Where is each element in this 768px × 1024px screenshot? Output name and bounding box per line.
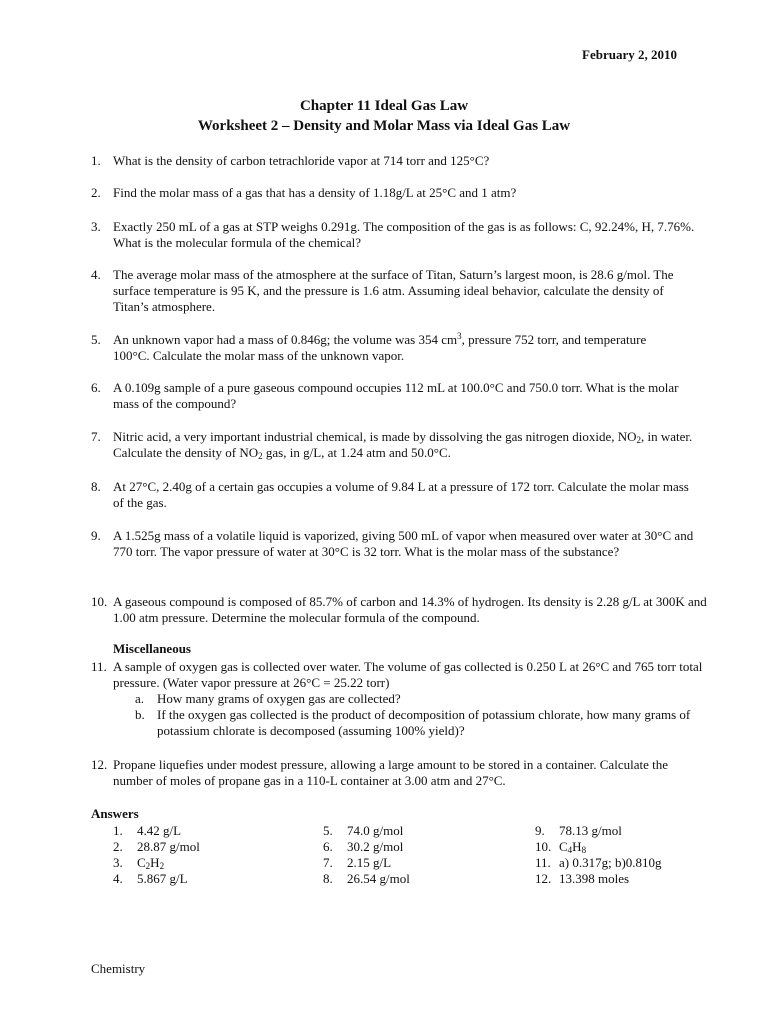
answer-formula — [137, 855, 164, 870]
question-number: 1. — [91, 153, 101, 168]
formula-part: H — [572, 839, 582, 854]
answer-item — [113, 823, 200, 839]
question-4 — [91, 267, 695, 315]
question-6 — [91, 380, 703, 412]
question-text-part: gas, in g/L, at 1.24 atm and 50.0°C. — [262, 445, 451, 460]
answer-item — [113, 855, 200, 871]
answer-text: a) 0.317g; b)0.810g — [559, 855, 662, 870]
question-number: 6. — [91, 380, 101, 395]
answer-text: 5.867 g/L — [137, 871, 188, 886]
formula-part: H — [150, 855, 160, 870]
answer-number: 9. — [535, 823, 545, 838]
answer-item — [535, 855, 662, 871]
question-text: Propane liquefies under modest pressure, allowing a large amount to be stored in a container. Calculate the number of moles of propane gas in a 110-L container at 3.00 atm and 27°C. — [113, 757, 668, 788]
answers-column-3 — [535, 823, 662, 887]
subscript: 2 — [258, 451, 263, 461]
question-10 — [91, 594, 713, 626]
answer-item — [323, 823, 410, 839]
question-text-part: , in water. Calculate the density of NO — [113, 429, 693, 460]
subscript: 2 — [159, 861, 165, 871]
answers-heading: Answers — [91, 806, 139, 821]
sub-question-letter: b. — [135, 707, 145, 722]
answer-number: 6. — [323, 839, 333, 854]
answers-column-1 — [113, 823, 200, 887]
document-date: February 2, 2010 — [582, 47, 677, 62]
answer-number: 3. — [113, 855, 123, 870]
question-text: A gaseous compound is composed of 85.7% of carbon and 14.3% of hydrogen. Its density is 2.28 g/L at 300K and 1.00 atm pressure. Determine the molecular formula of the compound. — [113, 594, 707, 625]
question-2 — [91, 185, 516, 201]
answer-number: 8. — [323, 871, 333, 886]
question-text: Exactly 250 mL of a gas at STP weighs 0.291g. The composition of the gas is as follows: C, 92.24%, H, 7.76%. What is the molecular formula of the chemical? — [113, 219, 695, 250]
answer-item — [535, 839, 662, 855]
question-5 — [91, 332, 653, 364]
answer-text: 4.42 g/L — [137, 823, 182, 838]
question-number: 3. — [91, 219, 101, 234]
question-number: 9. — [91, 528, 101, 543]
sub-question-b — [135, 707, 713, 739]
answer-text: 30.2 g/mol — [347, 839, 404, 854]
answers-column-2 — [323, 823, 410, 887]
superscript: 3 — [457, 331, 462, 341]
question-text: Find the molar mass of a gas that has a density of 1.18g/L at 25°C and 1 atm? — [113, 185, 517, 200]
answer-item — [323, 839, 410, 855]
question-text-part: An unknown vapor had a mass of 0.846g; the volume was 354 cm — [113, 332, 458, 347]
page-subtitle: Worksheet 2 – Density and Molar Mass via Ideal Gas Law — [197, 118, 571, 134]
question-1 — [91, 153, 489, 169]
answer-text: 13.398 moles — [559, 871, 630, 886]
question-number: 8. — [91, 479, 101, 494]
question-text-part: , pressure 752 torr, and temperature 100°C. Calculate the molar mass of the unknown vapor. — [113, 332, 647, 363]
question-number: 11. — [91, 659, 107, 674]
answer-item — [323, 871, 410, 887]
formula-part: C — [559, 839, 568, 854]
sub-question-text: How many grams of oxygen gas are collected? — [157, 691, 401, 706]
answer-text: 74.0 g/mol — [347, 823, 404, 838]
answer-text: 2.15 g/L — [347, 855, 392, 870]
subscript: 2 — [636, 435, 641, 445]
question-number: 7. — [91, 429, 101, 444]
title-block — [0, 96, 768, 136]
question-number: 2. — [91, 185, 101, 200]
sub-question-text: If the oxygen gas collected is the product of decomposition of potassium chlorate, how many grams of potassium chlorate is decomposed (assuming 100% yield)? — [157, 707, 691, 738]
question-8 — [91, 479, 693, 511]
question-11 — [91, 659, 713, 739]
question-9 — [91, 528, 713, 560]
formula-part: C — [137, 855, 146, 870]
page-footer: Chemistry — [91, 961, 146, 976]
subscript: 4 — [567, 845, 573, 855]
answer-text: 26.54 g/mol — [347, 871, 410, 886]
sub-question-letter: a. — [135, 691, 145, 706]
page-title: Chapter 11 Ideal Gas Law — [299, 98, 469, 114]
question-number: 4. — [91, 267, 101, 282]
question-text — [113, 429, 692, 460]
answer-text: 28.87 g/mol — [137, 839, 200, 854]
answer-number: 4. — [113, 871, 123, 886]
answer-number: 5. — [323, 823, 333, 838]
miscellaneous-heading: Miscellaneous — [113, 641, 191, 656]
answer-item — [535, 823, 662, 839]
answer-number: 7. — [323, 855, 333, 870]
answer-number: 2. — [113, 839, 123, 854]
question-number: 5. — [91, 332, 101, 347]
question-text: At 27°C, 2.40g of a certain gas occupies a volume of 9.84 L at a pressure of 172 torr. Calculate the molar mass of the gas. — [113, 479, 689, 510]
question-3 — [91, 219, 703, 251]
answer-item — [323, 855, 410, 871]
question-12 — [91, 757, 673, 789]
question-text: What is the density of carbon tetrachloride vapor at 714 torr and 125°C? — [113, 153, 490, 168]
answer-text: 78.13 g/mol — [559, 823, 622, 838]
answer-number: 12. — [535, 871, 552, 886]
sub-question-a — [135, 691, 713, 707]
answer-item — [113, 871, 200, 887]
question-text — [113, 332, 646, 363]
answer-item — [535, 871, 662, 887]
answer-number: 1. — [113, 823, 123, 838]
question-number: 12. — [91, 757, 108, 772]
subscript: 8 — [581, 845, 587, 855]
answer-number: 11. — [535, 855, 551, 870]
subscript: 2 — [145, 861, 151, 871]
question-text: A 1.525g mass of a volatile liquid is vaporized, giving 500 mL of vapor when measured over water at 30°C and 770 torr. The vapor pressure of water at 30°C is 32 torr. What is the molar mass of the substance? — [113, 528, 694, 559]
answer-formula — [559, 839, 586, 854]
question-text: The average molar mass of the atmosphere at the surface of Titan, Saturn’s largest moon, is 28.6 g/mol. The surface temperature is 95 K, and the pressure is 1.6 atm. Assuming ideal behavior, calculate the density of Titan’s atmosphere. — [113, 267, 674, 314]
answer-item — [113, 839, 200, 855]
answer-number: 10. — [535, 839, 552, 854]
question-text: A sample of oxygen gas is collected over water. The volume of gas collected is 0.250 L at 26°C and 765 torr total pressure. (Water vapor pressure at 26°C = 25.22 torr) — [113, 659, 703, 690]
question-number: 10. — [91, 594, 108, 609]
question-7 — [91, 429, 713, 461]
question-text: A 0.109g sample of a pure gaseous compound occupies 112 mL at 100.0°C and 750.0 torr. What is the molar mass of the compound? — [113, 380, 679, 411]
question-text-part: Nitric acid, a very important industrial chemical, is made by dissolving the gas nitrogen dioxide, NO — [113, 429, 637, 444]
